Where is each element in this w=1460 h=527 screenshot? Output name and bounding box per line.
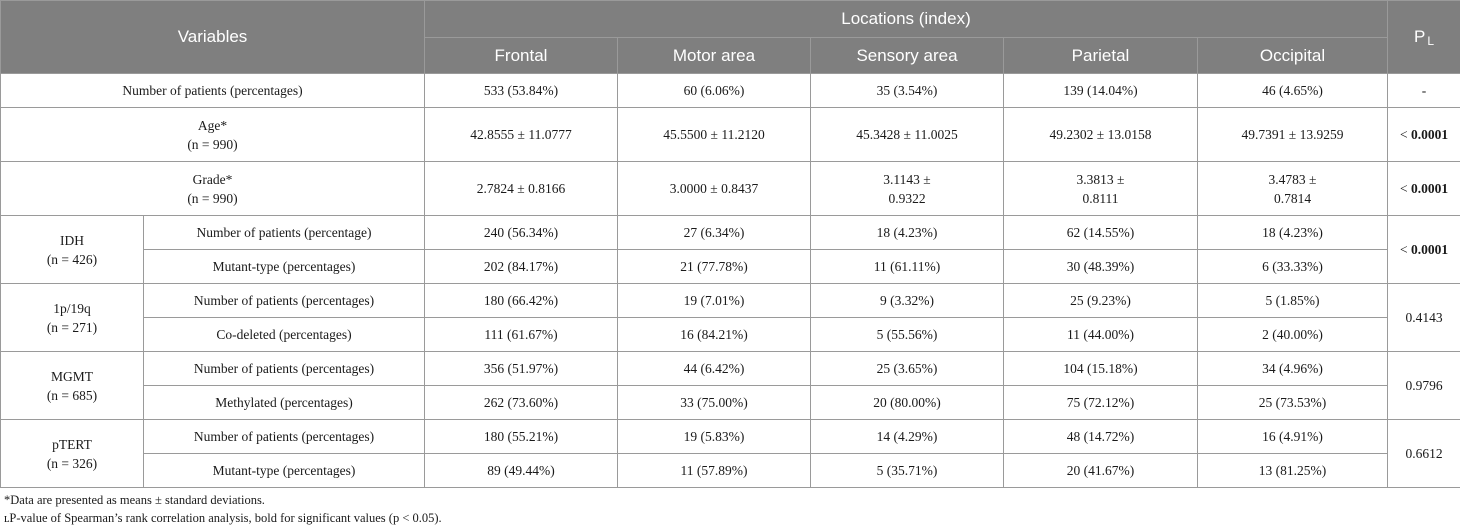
cell bbox=[1198, 162, 1388, 216]
cell: 18 (4.23%) bbox=[1198, 216, 1388, 250]
table-row-patients bbox=[1, 74, 1460, 108]
table-row-codel-count bbox=[1, 284, 1460, 318]
cell: 240 (56.34%) bbox=[425, 216, 618, 250]
p-value-cell bbox=[1388, 162, 1460, 216]
cell: 180 (55.21%) bbox=[425, 420, 618, 454]
cell: 21 (77.78%) bbox=[618, 250, 811, 284]
p-significant: 0.0001 bbox=[1410, 127, 1449, 142]
group-name: 1p/19q bbox=[53, 300, 91, 316]
p-significant: 0.0001 bbox=[1410, 242, 1449, 257]
header-locations: Locations (index) bbox=[425, 1, 1388, 38]
table-row-mgmt-count bbox=[1, 352, 1460, 386]
age-n: (n = 990) bbox=[187, 136, 238, 152]
cell: 262 (73.60%) bbox=[425, 386, 618, 420]
row-label: Number of patients (percentages) bbox=[1, 74, 425, 108]
cell-line1: 3.4783 ± bbox=[1268, 171, 1317, 187]
cell: 9 (3.32%) bbox=[811, 284, 1004, 318]
table-row-grade bbox=[1, 162, 1460, 216]
cell: 62 (14.55%) bbox=[1004, 216, 1198, 250]
p-value-cell: - bbox=[1388, 74, 1460, 108]
p-value-cell bbox=[1388, 216, 1460, 284]
cell: 25 (3.65%) bbox=[811, 352, 1004, 386]
p-value-cell bbox=[1388, 108, 1460, 162]
p-value-cell: 0.4143 bbox=[1388, 284, 1460, 352]
header-frontal: Frontal bbox=[425, 38, 618, 74]
group-name: MGMT bbox=[50, 368, 93, 384]
p-prefix: < bbox=[1399, 242, 1411, 257]
cell bbox=[618, 162, 811, 216]
cell: 139 (14.04%) bbox=[1004, 74, 1198, 108]
cell: 27 (6.34%) bbox=[618, 216, 811, 250]
cell: 45.3428 ± 11.0025 bbox=[811, 108, 1004, 162]
group-name: pTERT bbox=[52, 436, 92, 452]
group-n: (n = 685) bbox=[46, 387, 98, 403]
table-row-idh-mutant bbox=[1, 250, 1460, 284]
sub-label: Co-deleted (percentages) bbox=[144, 318, 425, 352]
cell: 34 (4.96%) bbox=[1198, 352, 1388, 386]
group-name: IDH bbox=[60, 232, 84, 248]
grade-n: (n = 990) bbox=[187, 190, 238, 206]
table-row-ptert-mutant bbox=[1, 454, 1460, 488]
cell: 5 (55.56%) bbox=[811, 318, 1004, 352]
age-label: Age* bbox=[197, 117, 228, 133]
cell: 16 (4.91%) bbox=[1198, 420, 1388, 454]
cell: 5 (1.85%) bbox=[1198, 284, 1388, 318]
sub-label: Mutant-type (percentages) bbox=[144, 250, 425, 284]
cell: 89 (49.44%) bbox=[425, 454, 618, 488]
cell: 2 (40.00%) bbox=[1198, 318, 1388, 352]
cell: 5 (35.71%) bbox=[811, 454, 1004, 488]
cell: 11 (44.00%) bbox=[1004, 318, 1198, 352]
group-label-mgmt bbox=[1, 352, 144, 420]
cell: 356 (51.97%) bbox=[425, 352, 618, 386]
footnote-pvalue: ʟP-value of Spearman’s rank correlation analysis, bold for significant values (p < 0.05). bbox=[4, 511, 442, 525]
cell bbox=[1004, 162, 1198, 216]
cell: 19 (7.01%) bbox=[618, 284, 811, 318]
sub-label: Methylated (percentages) bbox=[144, 386, 425, 420]
cell: 11 (61.11%) bbox=[811, 250, 1004, 284]
header-variables: Variables bbox=[1, 1, 425, 74]
cell-line1: 3.3813 ± bbox=[1076, 171, 1125, 187]
header-p-value bbox=[1388, 1, 1460, 74]
cell: 46 (4.65%) bbox=[1198, 74, 1388, 108]
cell: 49.2302 ± 13.0158 bbox=[1004, 108, 1198, 162]
sub-label: Number of patients (percentage) bbox=[144, 216, 425, 250]
p-prefix: < bbox=[1399, 181, 1411, 196]
cell: 13 (81.25%) bbox=[1198, 454, 1388, 488]
header-occipital: Occipital bbox=[1198, 38, 1388, 74]
group-n: (n = 426) bbox=[46, 251, 98, 267]
table-footnotes bbox=[4, 491, 442, 527]
cell: 16 (84.21%) bbox=[618, 318, 811, 352]
header-motor-area: Motor area bbox=[618, 38, 811, 74]
p-label: P bbox=[1413, 27, 1426, 46]
cell: 180 (66.42%) bbox=[425, 284, 618, 318]
cell: 75 (72.12%) bbox=[1004, 386, 1198, 420]
cell-line1: 3.0000 ± 0.8437 bbox=[669, 181, 759, 196]
cell: 49.7391 ± 13.9259 bbox=[1198, 108, 1388, 162]
cell bbox=[425, 162, 618, 216]
cell: 202 (84.17%) bbox=[425, 250, 618, 284]
sub-label: Mutant-type (percentages) bbox=[144, 454, 425, 488]
group-n: (n = 326) bbox=[46, 455, 98, 471]
table-row-codel-deleted bbox=[1, 318, 1460, 352]
footnote-means: *Data are presented as means ± standard deviations. bbox=[4, 493, 265, 507]
cell: 25 (73.53%) bbox=[1198, 386, 1388, 420]
cell-line1: 2.7824 ± 0.8166 bbox=[476, 181, 566, 196]
cell: 60 (6.06%) bbox=[618, 74, 811, 108]
cell: 18 (4.23%) bbox=[811, 216, 1004, 250]
p-value-cell: 0.9796 bbox=[1388, 352, 1460, 420]
row-label bbox=[1, 162, 425, 216]
sub-label: Number of patients (percentages) bbox=[144, 284, 425, 318]
table-row-age bbox=[1, 108, 1460, 162]
table-row-ptert-count bbox=[1, 420, 1460, 454]
sub-label: Number of patients (percentages) bbox=[144, 352, 425, 386]
cell: 30 (48.39%) bbox=[1004, 250, 1198, 284]
cell-line2: 0.7814 bbox=[1273, 190, 1312, 206]
cell-line1: 3.1143 ± bbox=[883, 171, 931, 187]
cell: 6 (33.33%) bbox=[1198, 250, 1388, 284]
group-label-1p19q bbox=[1, 284, 144, 352]
cell-line2: 0.8111 bbox=[1082, 190, 1119, 206]
header-sensory-area: Sensory area bbox=[811, 38, 1004, 74]
table-row-idh-count bbox=[1, 216, 1460, 250]
p-value-cell: 0.6612 bbox=[1388, 420, 1460, 488]
cell: 104 (15.18%) bbox=[1004, 352, 1198, 386]
cell: 45.5500 ± 11.2120 bbox=[618, 108, 811, 162]
header-parietal: Parietal bbox=[1004, 38, 1198, 74]
cell: 111 (61.67%) bbox=[425, 318, 618, 352]
cell: 20 (80.00%) bbox=[811, 386, 1004, 420]
p-significant: 0.0001 bbox=[1410, 181, 1449, 196]
row-label bbox=[1, 108, 425, 162]
cell: 19 (5.83%) bbox=[618, 420, 811, 454]
group-label-ptert bbox=[1, 420, 144, 488]
sub-label: Number of patients (percentages) bbox=[144, 420, 425, 454]
cell: 48 (14.72%) bbox=[1004, 420, 1198, 454]
cell: 11 (57.89%) bbox=[618, 454, 811, 488]
cell: 33 (75.00%) bbox=[618, 386, 811, 420]
cell: 14 (4.29%) bbox=[811, 420, 1004, 454]
p-prefix: < bbox=[1399, 127, 1411, 142]
cell: 533 (53.84%) bbox=[425, 74, 618, 108]
cell: 20 (41.67%) bbox=[1004, 454, 1198, 488]
grade-label: Grade* bbox=[192, 171, 233, 187]
cell: 42.8555 ± 11.0777 bbox=[425, 108, 618, 162]
group-n: (n = 271) bbox=[46, 319, 98, 335]
group-label-idh bbox=[1, 216, 144, 284]
cell bbox=[811, 162, 1004, 216]
cell: 25 (9.23%) bbox=[1004, 284, 1198, 318]
cell-line2: 0.9322 bbox=[888, 190, 926, 206]
cell: 44 (6.42%) bbox=[618, 352, 811, 386]
table-row-mgmt-methylated bbox=[1, 386, 1460, 420]
cell: 35 (3.54%) bbox=[811, 74, 1004, 108]
p-subscript: L bbox=[1427, 34, 1435, 48]
